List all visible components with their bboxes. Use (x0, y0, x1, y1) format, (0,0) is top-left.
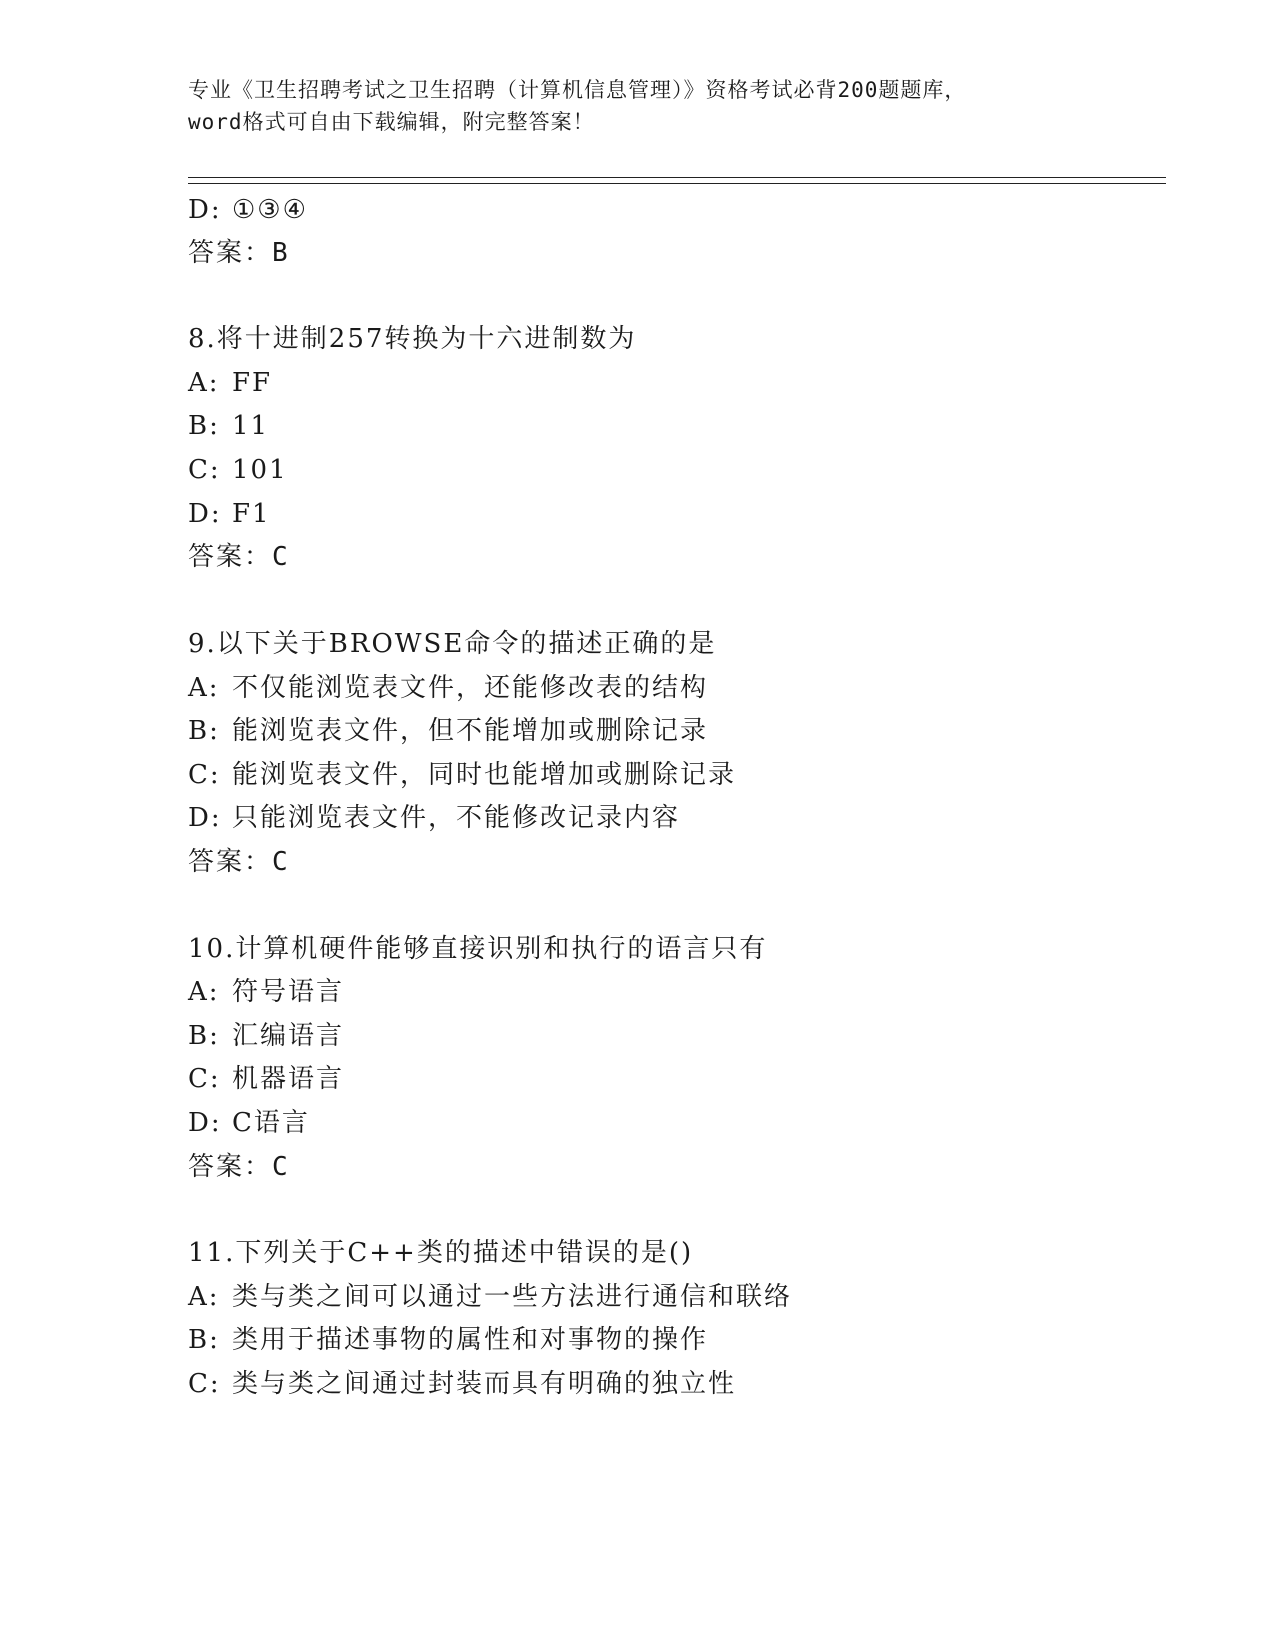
header-title-line-1: 专业《卫生招聘考试之卫生招聘（计算机信息管理）》资格考试必背200题题库， (188, 78, 967, 102)
q8-option-b (188, 409, 269, 443)
q8-option-a (188, 366, 272, 400)
q10-option-b (188, 1019, 344, 1053)
q9-answer: 答案：C (188, 847, 290, 877)
q7-answer: 答案：B (188, 238, 290, 268)
option-label: D: (188, 195, 222, 225)
q11-option-a (188, 1280, 792, 1314)
option-text: ①③④ (232, 195, 308, 225)
option-text: 机器语言 (232, 1064, 345, 1094)
option-text: 符号语言 (232, 977, 345, 1007)
option-label: A: (188, 977, 220, 1007)
q8-stem: 8.将十进制257转换为十六进制数为 (188, 324, 637, 354)
option-text: 只能浏览表文件，不能修改记录内容 (232, 803, 681, 833)
option-text: 类用于描述事物的属性和对事物的操作 (232, 1325, 709, 1355)
q11-stem: 11.下列关于C++类的描述中错误的是() (188, 1238, 694, 1268)
option-label: A: (188, 1282, 220, 1312)
q10-option-d (188, 1106, 310, 1140)
header-divider-bottom (188, 183, 1166, 184)
q10-answer: 答案：C (188, 1152, 290, 1182)
header-divider-top (188, 177, 1166, 178)
q8-answer: 答案：C (188, 542, 290, 572)
option-text: 101 (232, 455, 288, 485)
option-text: 类与类之间可以通过一些方法进行通信和联络 (232, 1282, 793, 1312)
option-text: FF (232, 368, 273, 398)
option-text: 不仅能浏览表文件，还能修改表的结构 (232, 673, 709, 703)
q9-stem: 9.以下关于BROWSE命令的描述正确的是 (188, 629, 717, 659)
q7-option-d (188, 193, 308, 227)
option-text: 能浏览表文件，同时也能增加或删除记录 (232, 760, 737, 790)
option-text: 类与类之间通过封装而具有明确的独立性 (232, 1369, 737, 1399)
q9-option-b (188, 714, 708, 748)
q8-option-c (188, 453, 288, 487)
option-label: D: (188, 499, 222, 529)
option-label: B: (188, 716, 220, 746)
q11-option-c (188, 1367, 736, 1401)
option-label: B: (188, 1325, 220, 1355)
option-text: 11 (232, 411, 270, 441)
q9-option-d (188, 801, 680, 835)
q10-option-a (188, 975, 344, 1009)
option-text: 汇编语言 (232, 1021, 345, 1051)
option-label: A: (188, 673, 220, 703)
option-label: C: (188, 1064, 221, 1094)
option-label: C: (188, 455, 221, 485)
option-text: 能浏览表文件，但不能增加或删除记录 (232, 716, 709, 746)
document-header (188, 74, 1088, 138)
q9-option-c (188, 758, 736, 792)
option-text: C语言 (232, 1108, 310, 1138)
q9-option-a (188, 671, 708, 705)
option-label: A: (188, 368, 220, 398)
header-title-line-2: word格式可自由下载编辑，附完整答案！ (188, 110, 595, 134)
option-label: C: (188, 760, 221, 790)
option-label: B: (188, 1021, 220, 1051)
q10-option-c (188, 1062, 344, 1096)
q11-option-b (188, 1323, 708, 1357)
q10-stem: 10.计算机硬件能够直接识别和执行的语言只有 (188, 934, 768, 964)
option-label: D: (188, 1108, 222, 1138)
q8-option-d (188, 497, 271, 531)
option-label: C: (188, 1369, 221, 1399)
option-text: F1 (232, 499, 271, 529)
option-label: D: (188, 803, 222, 833)
option-label: B: (188, 411, 220, 441)
